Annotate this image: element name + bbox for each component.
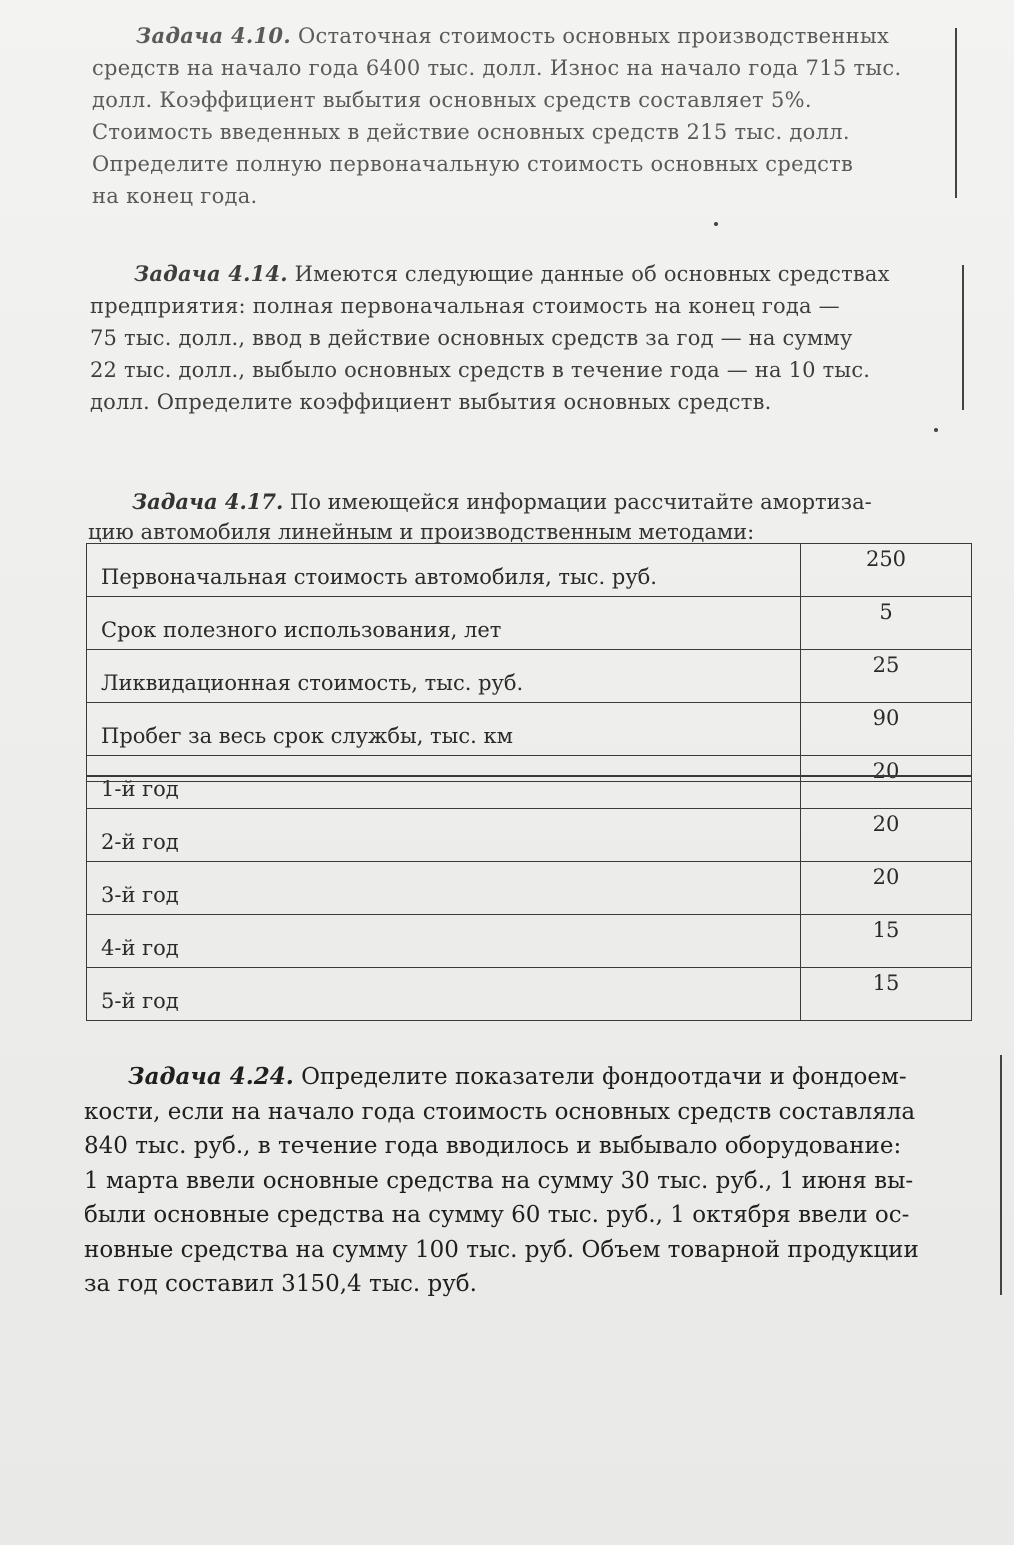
problem-line: были основные средства на сумму 60 тыс. руб., 1 октября ввели ос- <box>84 1202 910 1228</box>
table-label-cell: 2-й год <box>87 809 801 862</box>
table-value-cell: 250 <box>801 544 972 597</box>
problem-line: предприятия: полная первоначальная стоимость на конец года — <box>90 294 840 318</box>
margin-rule <box>1000 1055 1002 1295</box>
table-label-cell: Первоначальная стоимость автомобиля, тыс. руб. <box>87 544 801 597</box>
problem-line: Задача 4.14. Имеются следующие данные об основных средствах <box>134 261 890 286</box>
table-label-cell: 4-й год <box>87 915 801 968</box>
problem-line: Стоимость введенных в действие основных средств 215 тыс. долл. <box>92 120 850 144</box>
table-row <box>87 915 972 968</box>
table-value-cell: 20 <box>801 809 972 862</box>
table-label-cell: 3-й год <box>87 862 801 915</box>
problem-4-17 <box>88 487 968 547</box>
page-split-seam <box>86 775 972 782</box>
table-row <box>87 703 972 756</box>
problem-line: 75 тыс. долл., ввод в действие основных средств за год — на сумму <box>90 326 853 350</box>
problem-heading: Задача 4.10. <box>136 23 291 48</box>
table-value-cell: 20 <box>801 756 972 809</box>
table-value-cell: 20 <box>801 862 972 915</box>
table-row <box>87 862 972 915</box>
table-row <box>87 597 972 650</box>
problem-line: Определите полную первоначальную стоимость основных средств <box>92 152 854 176</box>
speck <box>714 222 718 226</box>
problem-line: за год составил 3150,4 тыс. руб. <box>84 1271 477 1297</box>
problem-line: 1 марта ввели основные средства на сумму 30 тыс. руб., 1 июня вы- <box>84 1167 914 1194</box>
problem-4-24 <box>84 1060 1004 1302</box>
problem-line: 840 тыс. руб., в течение года вводилось и выбывало оборудование: <box>84 1133 902 1159</box>
margin-rule <box>962 265 964 410</box>
speck <box>934 428 938 432</box>
table-label-cell: 5-й год <box>87 968 801 1021</box>
depreciation-table <box>86 543 972 1021</box>
table-label-cell: Пробег за весь срок службы, тыс. км <box>87 703 801 756</box>
table-value-cell: 5 <box>801 597 972 650</box>
table-row <box>87 968 972 1021</box>
table-row <box>87 809 972 862</box>
table-label-cell: Срок полезного использования, лет <box>87 597 801 650</box>
problem-4-10 <box>92 20 942 212</box>
problem-line: цию автомобиля линейным и производственным методами: <box>88 520 755 544</box>
problem-heading: Задача 4.17. <box>132 489 284 514</box>
problem-heading: Задача 4.24. <box>128 1063 294 1090</box>
table-value-cell: 90 <box>801 703 972 756</box>
table-label-cell: 1-й год <box>87 756 801 809</box>
problem-line: на конец года. <box>92 184 258 208</box>
problem-line: долл. Коэффициент выбытия основных средств составляет 5%. <box>92 88 812 112</box>
problem-line: кости, если на начало года стоимость основных средств составляла <box>84 1098 916 1125</box>
table-label-cell: Ликвидационная стоимость, тыс. руб. <box>87 650 801 703</box>
table-row <box>87 756 972 809</box>
problem-heading: Задача 4.14. <box>134 261 288 286</box>
problem-line: Задача 4.17. По имеющейся информации рассчитайте амортиза- <box>132 489 872 514</box>
table-row <box>87 650 972 703</box>
problem-line: 22 тыс. долл., выбыло основных средств в течение года — на 10 тыс. <box>90 358 871 382</box>
problem-line: Задача 4.24. Определите показатели фондоотдачи и фондоем- <box>128 1063 907 1090</box>
problem-line: новные средства на сумму 100 тыс. руб. Объем товарной продукции <box>84 1236 919 1263</box>
table-value-cell: 15 <box>801 968 972 1021</box>
table-value-cell: 25 <box>801 650 972 703</box>
problem-line: средств на начало года 6400 тыс. долл. Износ на начало года 715 тыс. <box>92 56 902 80</box>
problem-4-14 <box>90 258 950 418</box>
table-value-cell: 15 <box>801 915 972 968</box>
margin-rule <box>955 28 957 198</box>
problem-line: долл. Определите коэффициент выбытия основных средств. <box>90 390 772 414</box>
problem-line: Задача 4.10. Остаточная стоимость основных производственных <box>136 23 890 48</box>
table-row <box>87 544 972 597</box>
